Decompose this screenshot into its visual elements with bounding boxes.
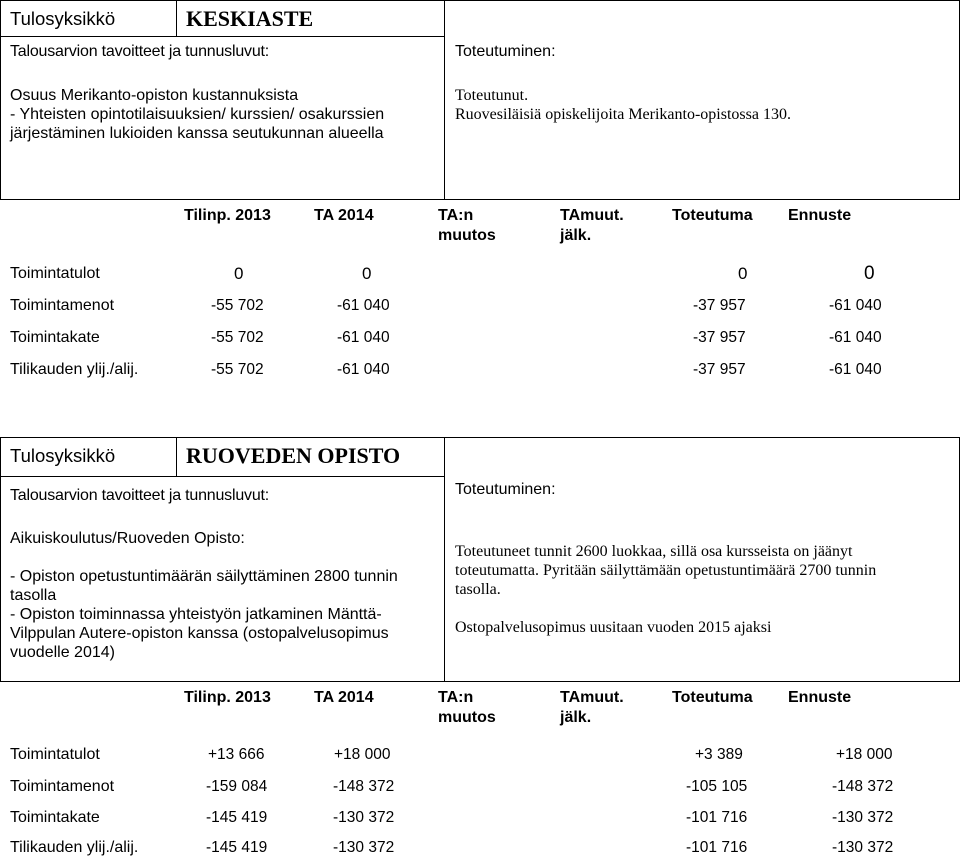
border-top xyxy=(0,0,960,1)
goals-line: - Opiston toiminnassa yhteistyön jatkaminen Mänttä- xyxy=(10,606,382,623)
col-header-tamuut-2: jälk. xyxy=(560,709,592,726)
col-header-ta-muutos-2: muutos xyxy=(438,227,496,244)
cell-tilinp: -55 702 xyxy=(211,361,264,378)
col-header-toteutuma: Toteutuma xyxy=(672,207,753,224)
cell-ennuste: -61 040 xyxy=(829,361,882,378)
unit-label: Tulosyksikkö xyxy=(10,8,116,29)
border-middle xyxy=(444,437,445,682)
border-middle xyxy=(444,0,445,200)
realization-line xyxy=(455,599,955,618)
col-header-tamuut-2: jälk. xyxy=(560,227,592,244)
realization-line: Ostopalvelusopimus uusitaan vuoden 2015 ajaksi xyxy=(455,619,772,636)
cell-ennuste: +18 000 xyxy=(836,746,893,763)
row-label: Toimintamenot xyxy=(10,297,115,314)
cell-ta: -61 040 xyxy=(337,361,390,378)
realization-heading: Toteutuminen: xyxy=(455,43,556,60)
cell-tilinp: -159 084 xyxy=(206,778,268,795)
border-unit-row xyxy=(0,36,444,37)
unit-name: RUOVEDEN OPISTO xyxy=(186,443,401,468)
border-unit-divider xyxy=(176,0,177,37)
cell-ta: -130 372 xyxy=(333,809,395,826)
cell-ta: -130 372 xyxy=(333,839,395,856)
cell-tilinp: 0 xyxy=(234,264,244,283)
border-unit-row xyxy=(0,476,444,477)
cell-toteutuma: -37 957 xyxy=(693,297,746,314)
goals-line: vuodelle 2014) xyxy=(10,644,115,661)
col-header-ta-muutos: TA:n xyxy=(438,207,474,224)
row-label: Tilikauden ylij./alij. xyxy=(10,361,139,378)
goals-line: Vilppulan Autere-opiston kanssa (ostopalvelusopimus xyxy=(10,625,389,642)
cell-ennuste: 0 xyxy=(864,263,875,284)
row-label: Toimintamenot xyxy=(10,778,115,795)
col-header-tilinp: Tilinp. 2013 xyxy=(184,207,271,224)
goals-line: - Yhteisten opintotilaisuuksien/ kurssien/ osakurssien xyxy=(10,106,385,123)
cell-tilinp: +13 666 xyxy=(208,746,265,763)
realization-line: toteutumatta. Pyritään säilyttämään opetustuntimäärä 2700 tunnin xyxy=(455,562,877,579)
cell-toteutuma: -37 957 xyxy=(693,329,746,346)
border-left xyxy=(0,437,1,682)
cell-ennuste: -130 372 xyxy=(832,839,894,856)
border-unit-divider xyxy=(176,437,177,477)
col-header-tamuut: TAmuut. xyxy=(560,689,624,706)
cell-toteutuma: -37 957 xyxy=(693,361,746,378)
cell-ta: +18 000 xyxy=(334,746,391,763)
cell-tilinp: -55 702 xyxy=(211,329,264,346)
border-table-top xyxy=(0,199,960,200)
col-header-ta: TA 2014 xyxy=(314,207,374,224)
goals-text xyxy=(10,86,440,143)
goals-line: Aikuiskoulutus/Ruoveden Opisto: xyxy=(10,530,245,547)
cell-ennuste: -130 372 xyxy=(832,809,894,826)
col-header-tamuut: TAmuut. xyxy=(560,207,624,224)
realization-line: Toteutuneet tunnit 2600 luokkaa, sillä osa kursseista on jäänyt xyxy=(455,543,853,560)
realization-heading: Toteutuminen: xyxy=(455,481,556,498)
realization-line: tasolla. xyxy=(455,581,501,598)
realization-text xyxy=(455,542,955,637)
goals-heading: Talousarvion tavoitteet ja tunnusluvut: xyxy=(10,487,270,504)
cell-toteutuma: -101 716 xyxy=(686,809,748,826)
col-header-tilinp: Tilinp. 2013 xyxy=(184,689,271,706)
realization-line: Toteutunut. xyxy=(455,87,529,104)
cell-toteutuma: -101 716 xyxy=(686,839,748,856)
cell-ta: -61 040 xyxy=(337,297,390,314)
cell-ta: 0 xyxy=(362,264,372,283)
col-header-ta-muutos-2: muutos xyxy=(438,709,496,726)
cell-ennuste: -148 372 xyxy=(832,778,894,795)
realization-text xyxy=(455,86,950,124)
goals-heading: Talousarvion tavoitteet ja tunnusluvut: xyxy=(10,43,270,60)
cell-toteutuma: 0 xyxy=(738,264,748,283)
col-header-toteutuma: Toteutuma xyxy=(672,689,753,706)
goals-line xyxy=(10,548,440,567)
cell-ennuste: -61 040 xyxy=(829,329,882,346)
row-label: Tilikauden ylij./alij. xyxy=(10,839,139,856)
cell-toteutuma: +3 389 xyxy=(695,746,743,763)
row-label: Toimintatulot xyxy=(10,746,100,763)
border-top xyxy=(0,437,960,438)
col-header-ennuste: Ennuste xyxy=(788,207,852,224)
border-left xyxy=(0,0,1,200)
goals-line: - Opiston opetustuntimäärän säilyttäminen 2800 tunnin xyxy=(10,568,398,585)
cell-tilinp: -55 702 xyxy=(211,297,264,314)
goals-line: tasolla xyxy=(10,587,57,604)
col-header-ta: TA 2014 xyxy=(314,689,374,706)
cell-tilinp: -145 419 xyxy=(206,809,268,826)
unit-label: Tulosyksikkö xyxy=(10,445,116,466)
row-label: Toimintatulot xyxy=(10,265,100,282)
realization-line: Ruovesiläisiä opiskelijoita Merikanto-opistossa 130. xyxy=(455,106,791,123)
col-header-ta-muutos: TA:n xyxy=(438,689,474,706)
goals-line: järjestäminen lukioiden kanssa seutukunnan alueella xyxy=(10,125,384,142)
row-label: Toimintakate xyxy=(10,329,100,346)
cell-toteutuma: -105 105 xyxy=(686,778,748,795)
col-header-ennuste: Ennuste xyxy=(788,689,852,706)
border-table-top xyxy=(0,681,960,682)
cell-ta: -148 372 xyxy=(333,778,395,795)
row-label: Toimintakate xyxy=(10,809,100,826)
goals-line: Osuus Merikanto-opiston kustannuksista xyxy=(10,87,299,104)
cell-ennuste: -61 040 xyxy=(829,297,882,314)
cell-tilinp: -145 419 xyxy=(206,839,268,856)
goals-text xyxy=(10,529,440,662)
unit-name: KESKIASTE xyxy=(186,6,314,31)
cell-ta: -61 040 xyxy=(337,329,390,346)
